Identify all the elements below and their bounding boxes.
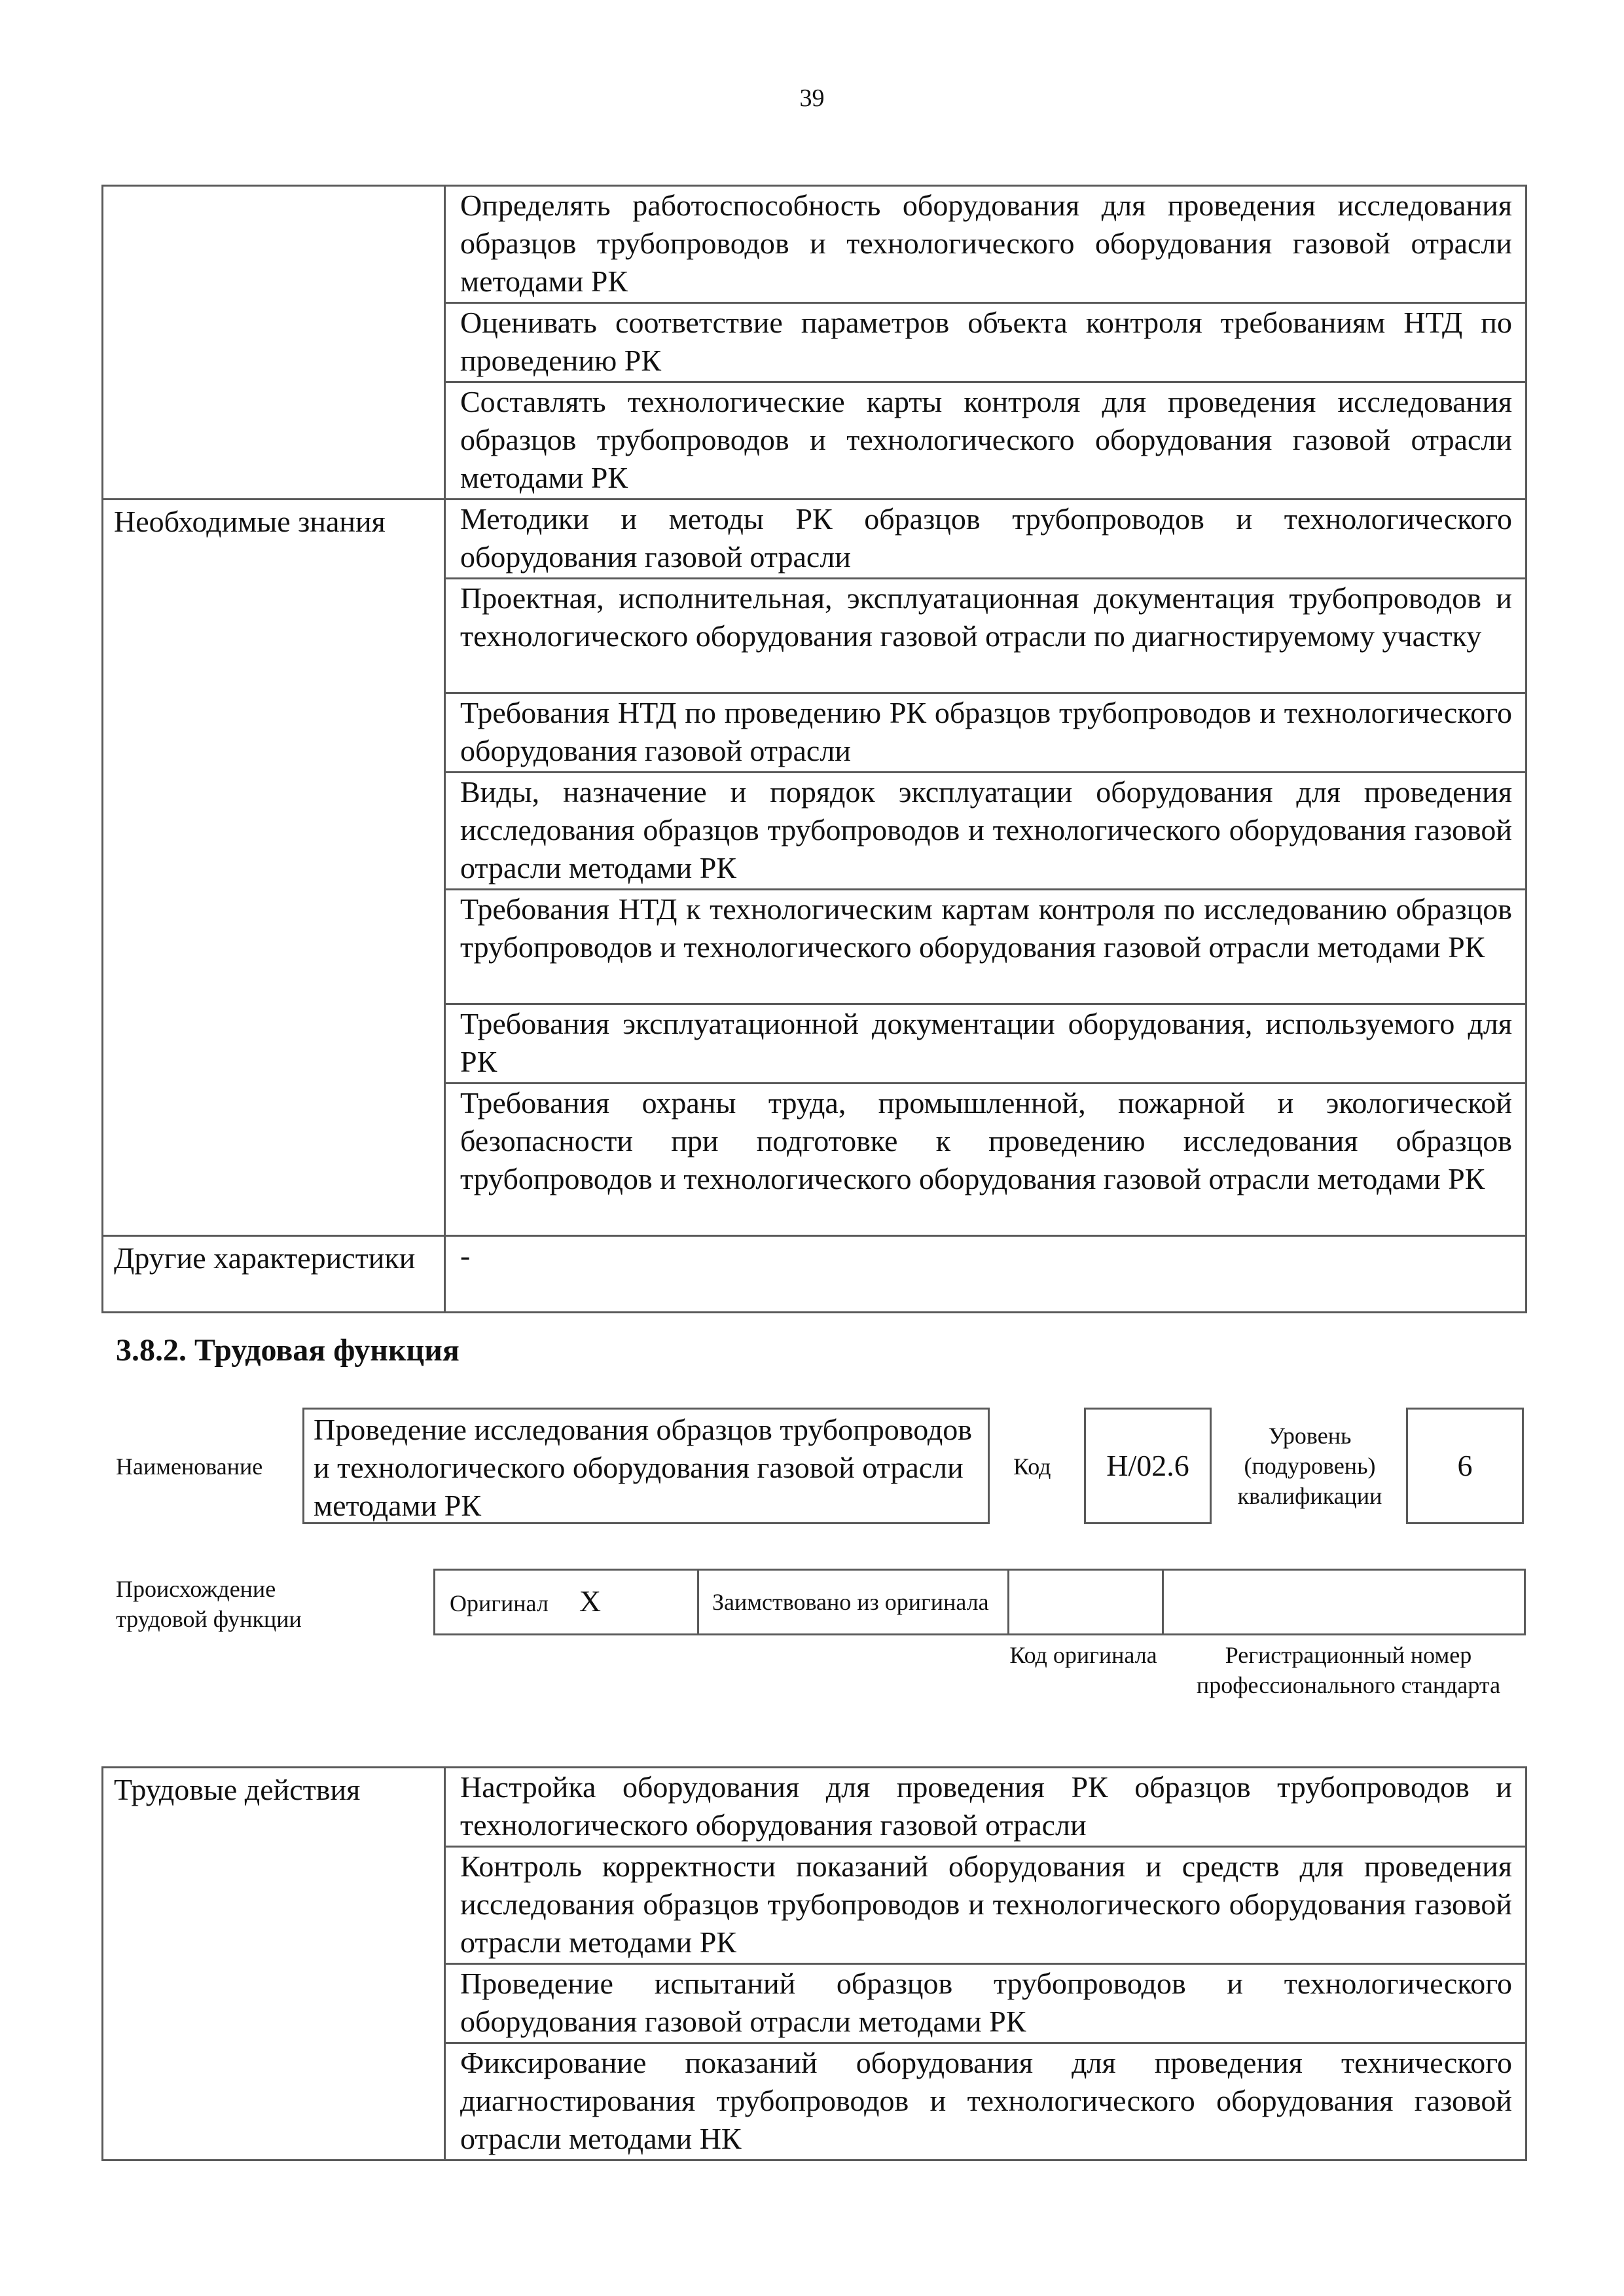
row-label-other: Другие характеристики <box>103 1236 445 1313</box>
work-actions-table <box>101 1766 1527 2161</box>
page-number: 39 <box>799 84 825 112</box>
action-item: Контроль корректности показаний оборудования и средств для проведения исследования образцов трубопроводов и технологического оборудования газовой отрасли методами РК <box>445 1847 1526 1964</box>
knowledge-item: Требования охраны труда, промышленной, пожарной и экологической безопасности при подготовке к проведению исследования образцов трубопроводов и технологического оборудования газовой отрасли методами РК <box>445 1084 1526 1236</box>
skills-knowledge-table <box>101 185 1527 1313</box>
table-row <box>103 500 1526 579</box>
knowledge-item: Требования НТД к технологическим картам контроля по исследованию образцов трубопроводов и технологического оборудования газовой отрасли методами РК <box>445 890 1526 1004</box>
row-label-actions: Трудовые действия <box>103 1768 445 2160</box>
table-row <box>103 1236 1526 1313</box>
level-label: Уровень (подуровень) квалификации <box>1237 1423 1382 1509</box>
section-heading: 3.8.2. Трудовая функция <box>116 1333 460 1368</box>
origin-original-cell <box>435 1570 698 1635</box>
skill-item: Определять работоспособность оборудования для проведения исследования образцов трубопроводов и технологического оборудования газовой отрасли методами РК <box>445 186 1526 303</box>
table-row <box>103 1768 1526 1847</box>
origin-reg-cell <box>1163 1570 1525 1635</box>
knowledge-item: Требования НТД по проведению РК образцов трубопроводов и технологического оборудования газовой отрасли <box>445 693 1526 773</box>
other-item: - <box>445 1236 1526 1313</box>
origin-borrowed-label: Заимствовано из оригинала <box>712 1589 989 1615</box>
knowledge-item: Виды, назначение и порядок эксплуатации оборудования для проведения исследования образцов трубопроводов и технологического оборудования газовой отрасли методами РК <box>445 773 1526 890</box>
table-row <box>435 1570 1525 1635</box>
code-box <box>1084 1408 1212 1524</box>
origin-code-cell <box>1009 1570 1163 1635</box>
code-value: H/02.6 <box>1106 1449 1189 1482</box>
origin-mark: X <box>579 1584 602 1618</box>
caption-code: Код оригинала <box>1009 1642 1157 1668</box>
table-row <box>103 186 1526 303</box>
name-label: Наименование <box>116 1453 263 1480</box>
caption-reg: Регистрационный номер профессионального стандарта <box>1196 1642 1501 1698</box>
row-label-skills <box>103 186 445 500</box>
knowledge-item: Методики и методы РК образцов трубопроводов и технологического оборудования газовой отрасли <box>445 500 1526 579</box>
origin-original-label: Оригинал <box>450 1590 549 1616</box>
action-item: Проведение испытаний образцов трубопроводов и технологического оборудования газовой отрасли методами РК <box>445 1964 1526 2043</box>
skill-item: Оценивать соответствие параметров объекта контроля требованиям НТД по проведению РК <box>445 303 1526 382</box>
knowledge-item: Проектная, исполнительная, эксплуатационная документация трубопроводов и технологического оборудования газовой отрасли по диагностируемому участку <box>445 579 1526 693</box>
origin-table <box>433 1569 1526 1635</box>
origin-borrowed-cell <box>698 1570 1009 1635</box>
level-box <box>1406 1408 1524 1524</box>
action-item: Фиксирование показаний оборудования для проведения технического диагностирования трубопроводов и технологического оборудования газовой отрасли методами НК <box>445 2043 1526 2160</box>
function-name-value: Проведение исследования образцов трубопроводов и технологического оборудования газовой отрасли методами РК <box>314 1413 973 1522</box>
knowledge-item: Требования эксплуатационной документации оборудования, используемого для РК <box>445 1004 1526 1084</box>
code-label: Код <box>1013 1453 1051 1480</box>
action-item: Настройка оборудования для проведения РК образцов трубопроводов и технологического оборудования газовой отрасли <box>445 1768 1526 1847</box>
level-value: 6 <box>1457 1449 1473 1482</box>
skill-item: Составлять технологические карты контроля для проведения исследования образцов трубопроводов и технологического оборудования газовой отрасли методами РК <box>445 382 1526 500</box>
row-label-knowledge: Необходимые знания <box>103 500 445 1236</box>
origin-label: Происхождение трудовой функции <box>116 1576 302 1632</box>
function-name-box <box>302 1408 990 1524</box>
